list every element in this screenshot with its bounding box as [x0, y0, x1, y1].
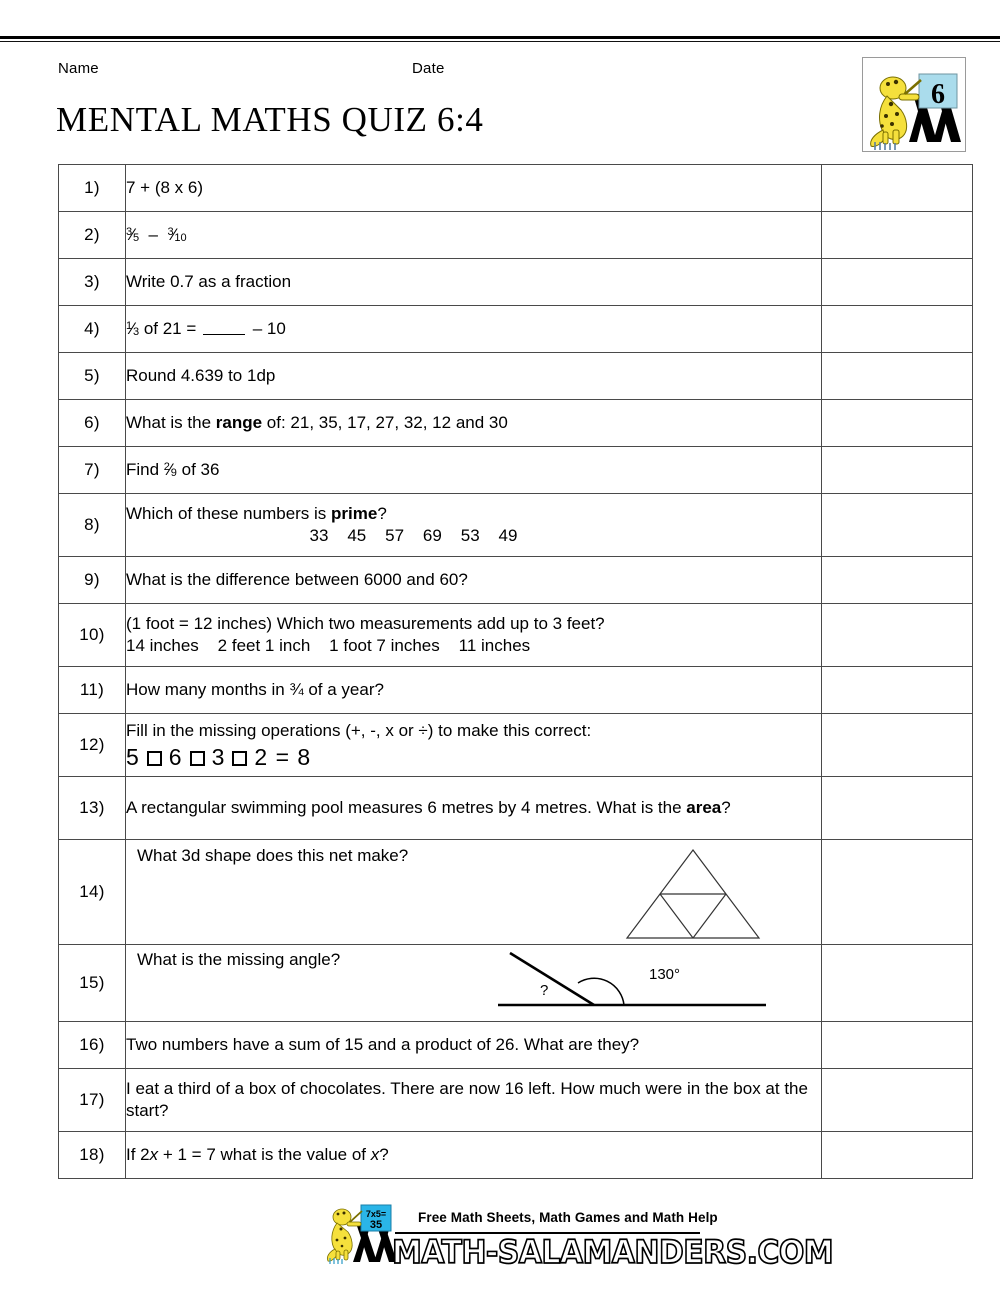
question-number: 17) [59, 1069, 126, 1132]
question-text: A rectangular swimming pool measures 6 metres by 4 metres. What is the area? [126, 777, 822, 840]
operations-equation: 5 6 3 2 = 8 [126, 743, 312, 770]
question-text: What is the difference between 6000 and 60? [126, 557, 822, 604]
question-text: What is the range of: 21, 35, 17, 27, 32, 12 and 30 [126, 400, 822, 447]
answer-cell[interactable] [822, 714, 973, 777]
question-text [126, 714, 822, 777]
question-text: $^3$⁄5 – $^3$⁄10 [126, 212, 822, 259]
unknown-angle-label: ? [540, 982, 549, 999]
emphasis-area: area [686, 797, 722, 817]
math-salamanders-logo [862, 57, 966, 152]
question-line-1: Fill in the missing operations (+, -, x or ÷) to make this correct: [126, 721, 592, 741]
question-text: $^1$⁄3 of 21 = – 10 [126, 306, 822, 353]
name-label: Name [58, 60, 99, 77]
question-number: 7) [59, 447, 126, 494]
answer-cell[interactable] [822, 604, 973, 667]
svg-text:6: 6 [931, 79, 945, 110]
table-row [59, 494, 973, 557]
answer-cell[interactable] [822, 945, 973, 1022]
fraction-one-third: $^1$⁄3 [126, 318, 140, 338]
table-row [59, 1132, 973, 1179]
answer-cell[interactable] [822, 447, 973, 494]
operation-box-1[interactable] [147, 751, 162, 766]
angle-value-label: 130° [649, 966, 681, 983]
table-row [59, 1069, 973, 1132]
answer-cell[interactable] [822, 840, 973, 945]
triangle-net-diagram-icon [623, 846, 763, 942]
question-number: 2) [59, 212, 126, 259]
table-row [59, 714, 973, 777]
question-text: Round 4.639 to 1dp [126, 353, 822, 400]
footer [0, 1196, 1000, 1276]
table-row [59, 259, 973, 306]
question-line-1: (1 foot = 12 inches) Which two measurements add up to 3 feet? [126, 613, 605, 633]
question-text: If 2x + 1 = 7 what is the value of x? [126, 1132, 822, 1179]
question-number: 10) [59, 604, 126, 667]
table-row [59, 840, 973, 945]
question-text [126, 604, 822, 667]
top-divider-thick [0, 36, 1000, 39]
question-text: Write 0.7 as a fraction [126, 259, 822, 306]
question-number: 1) [59, 165, 126, 212]
question-text [126, 840, 822, 945]
table-row [59, 667, 973, 714]
question-text: How many months in ¾ of a year? [126, 667, 822, 714]
question-text: Which of these numbers is prime? 33 45 57 69 53 49 [126, 494, 822, 557]
answer-cell[interactable] [822, 212, 973, 259]
footer-domain: MATH-SALAMANDERS.COM [392, 1234, 833, 1272]
emphasis-range: range [215, 412, 263, 432]
top-divider-thin [0, 41, 1000, 42]
question-number: 8) [59, 494, 126, 557]
answer-cell[interactable] [822, 165, 973, 212]
answer-cell[interactable] [822, 1022, 973, 1069]
answer-cell[interactable] [822, 557, 973, 604]
answer-cell[interactable] [822, 1132, 973, 1179]
table-row [59, 447, 973, 494]
table-row [59, 557, 973, 604]
question-text: I eat a third of a box of chocolates. There are now 16 left. How much were in the box at the start? [126, 1069, 822, 1132]
answer-cell[interactable] [822, 777, 973, 840]
fraction-three-tenths: $^3$⁄10 [167, 224, 187, 244]
answer-blank[interactable] [203, 321, 245, 335]
question-number: 3) [59, 259, 126, 306]
question-text: Two numbers have a sum of 15 and a product of 26. What are they? [126, 1022, 822, 1069]
question-number: 12) [59, 714, 126, 777]
table-row [59, 604, 973, 667]
table-row [59, 306, 973, 353]
answer-cell[interactable] [822, 1069, 973, 1132]
table-row [59, 945, 973, 1022]
emphasis-prime: prime [331, 503, 378, 523]
question-number: 4) [59, 306, 126, 353]
question-number: 15) [59, 945, 126, 1022]
question-number: 5) [59, 353, 126, 400]
table-row [59, 1022, 973, 1069]
table-row [59, 165, 973, 212]
question-number: 6) [59, 400, 126, 447]
question-number: 13) [59, 777, 126, 840]
question-options: 33 45 57 69 53 49 [309, 526, 518, 545]
question-options: 14 inches 2 feet 1 inch 1 foot 7 inches 11 inches [126, 636, 531, 655]
table-row [59, 212, 973, 259]
date-label: Date [412, 60, 445, 77]
answer-cell[interactable] [822, 667, 973, 714]
salamander-mascot-icon [863, 58, 965, 151]
operation-box-2[interactable] [190, 751, 205, 766]
angle-diagram-icon [466, 947, 810, 1017]
table-row [59, 777, 973, 840]
question-number: 14) [59, 840, 126, 945]
table-row [59, 353, 973, 400]
question-text [126, 945, 822, 1022]
question-number: 11) [59, 667, 126, 714]
question-number: 16) [59, 1022, 126, 1069]
question-text: 7 + (8 x 6) [126, 165, 822, 212]
board-text-bottom: 35 [369, 1219, 383, 1231]
answer-cell[interactable] [822, 494, 973, 557]
answer-cell[interactable] [822, 306, 973, 353]
table-row [59, 400, 973, 447]
quiz-questions-table [58, 164, 973, 1179]
fraction-three-fifths: $^3$⁄5 [126, 224, 140, 244]
answer-cell[interactable] [822, 259, 973, 306]
question-line-1: What is the missing angle? [137, 950, 341, 969]
question-text: Find $^2$⁄9 of 36 [126, 447, 822, 494]
question-number: 9) [59, 557, 126, 604]
footer-tagline: Free Math Sheets, Math Games and Math Help [418, 1210, 718, 1225]
answer-cell[interactable] [822, 400, 973, 447]
page-title: MENTAL MATHS QUIZ 6:4 [56, 100, 484, 139]
question-line-1: What 3d shape does this net make? [137, 846, 409, 865]
board-text-top: 7x5= [365, 1209, 387, 1219]
question-number: 18) [59, 1132, 126, 1179]
answer-cell[interactable] [822, 353, 973, 400]
fraction-two-ninths: $^2$⁄9 [163, 459, 177, 479]
operation-box-3[interactable] [232, 751, 247, 766]
